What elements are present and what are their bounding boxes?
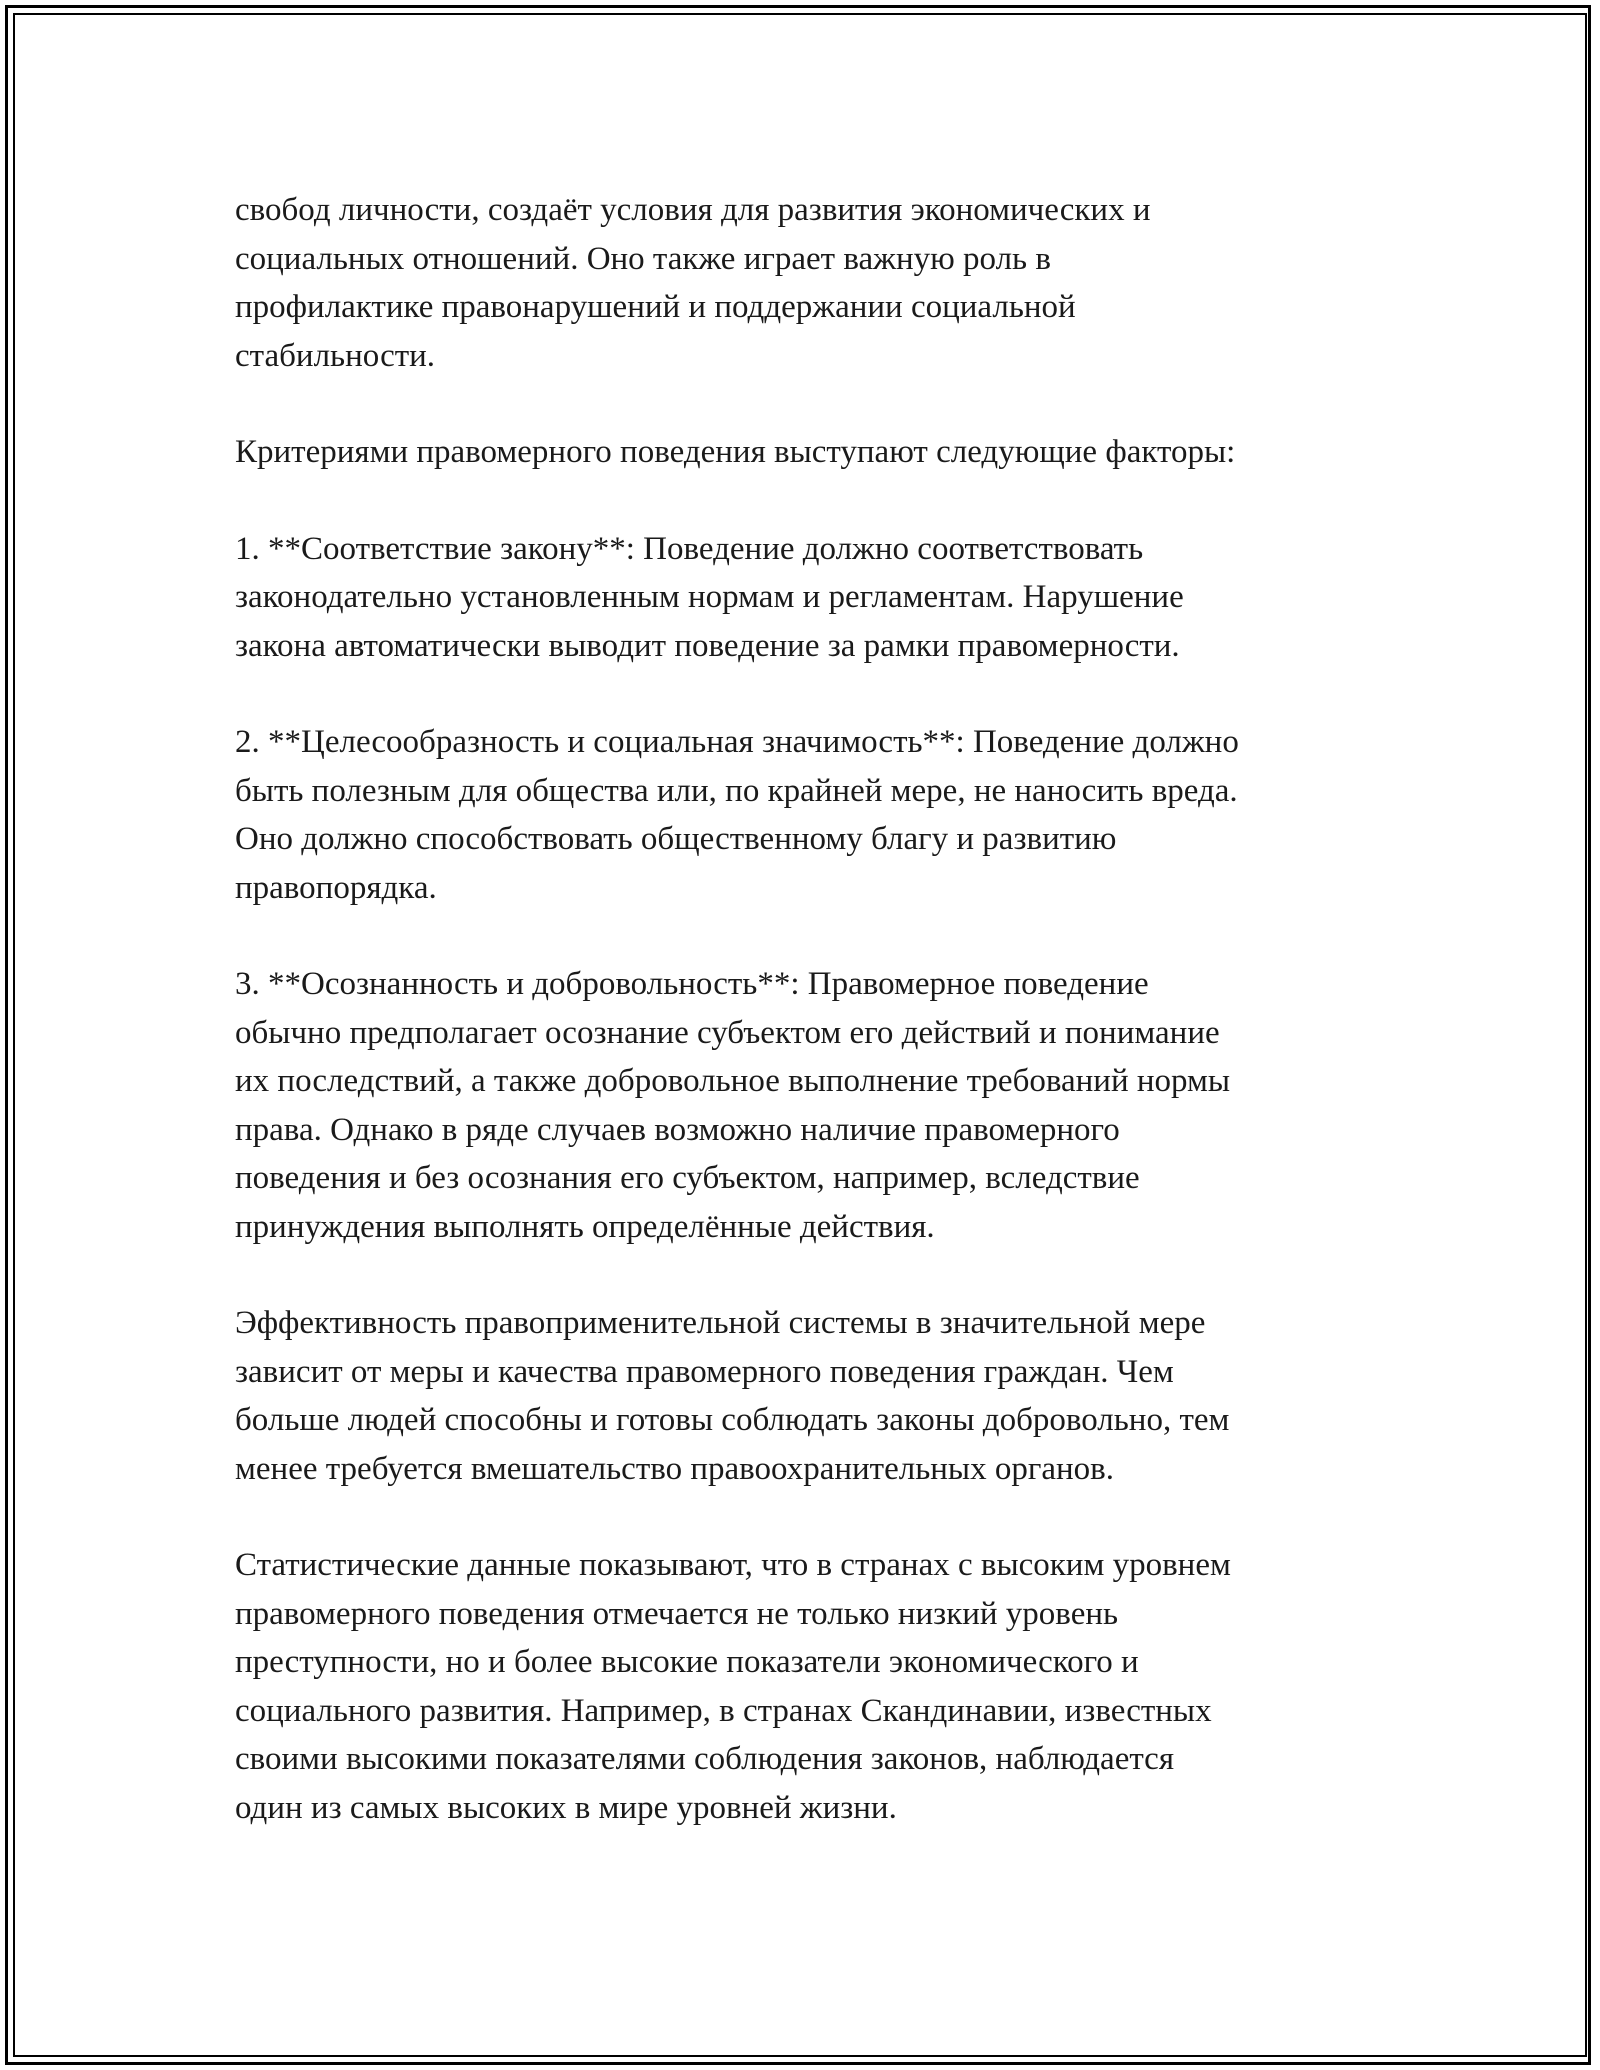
- paragraph-intro-continuation: свобод личности, создаёт условия для развития экономических и социальных отношений. Оно также играет важную роль в профилактике правонарушений и поддержании социальной стабильности.: [235, 192, 1151, 374]
- paragraph-statistics: Статистические данные показывают, что в странах с высоким уровнем правомерного поведения отмечается не только низкий уровень преступности, но и более высокие показатели экономического и социального развития. Например, в странах Скандинавии, известных своими высокими показателями соблюдения законов, наблюдается один из самых высоких в мире уровней жизни.: [235, 1547, 1231, 1826]
- list-item-criterion-2: 2. **Целесообразность и социальная значимость**: Поведение должно быть полезным для общества или, по крайней мере, не наносить вреда. Оно должно способствовать общественному благу и развитию правопорядка.: [235, 724, 1239, 906]
- paragraph-effectiveness: Эффективность правоприменительной системы в значительной мере зависит от меры и качества правомерного поведения граждан. Чем больше людей способны и готовы соблюдать законы добровольно, тем менее требуется вмешательство правоохранительных органов.: [235, 1305, 1230, 1487]
- list-item-criterion-1: 1. **Соответствие закону**: Поведение должно соответствовать законодательно установленным нормам и регламентам. Нарушение закона автоматически выводит поведение за рамки правомерности.: [235, 530, 1184, 664]
- paragraph-criteria-intro: Критериями правомерного поведения выступают следующие факторы:: [235, 434, 1236, 470]
- document-body: [235, 186, 1375, 1880]
- list-item-criterion-3: 3. **Осознанность и добровольность**: Правомерное поведение обычно предполагает осознание субъектом его действий и понимание их последствий, а также добровольное выполнение требований нормы права. Однако в ряде случаев возможно наличие правомерного поведения и без осознания его субъектом, например, вследствие принуждения выполнять определённые действия.: [235, 966, 1231, 1245]
